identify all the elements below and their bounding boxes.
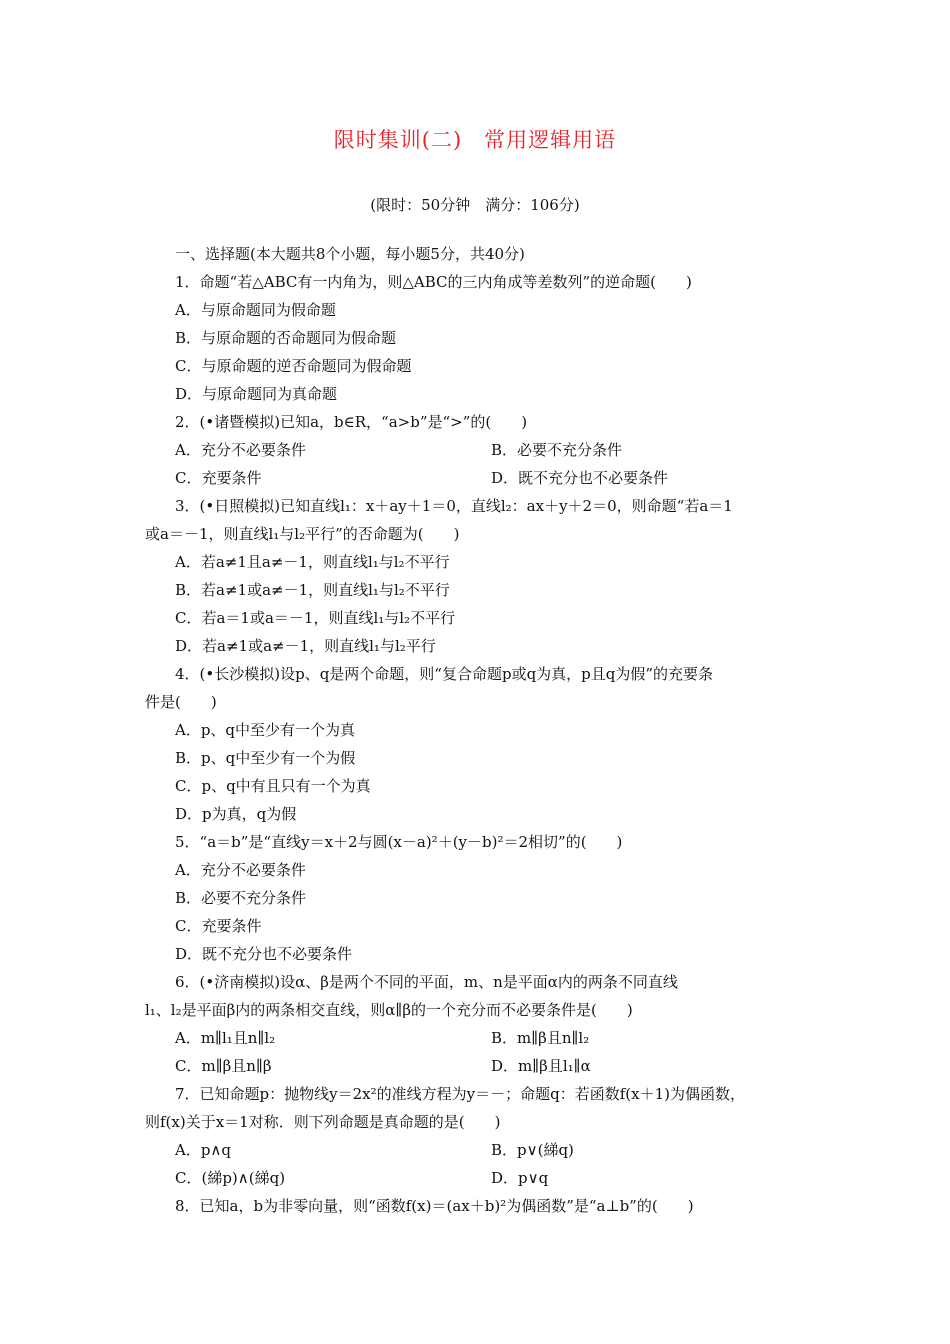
question-1-option-a: A．与原命题同为假命题 — [175, 301, 336, 319]
question-7-options-row-2 — [145, 1164, 810, 1192]
question-7-stem-line-1: 7．已知命题p：抛物线y＝2x²的准线方程为y＝－；命题q：若函数f(x＋1)为偶函数， — [175, 1085, 745, 1103]
question-6-stem-line-2: l₁、l₂是平面β内的两条相交直线，则α∥β的一个充分而不必要条件是( ) — [145, 1001, 633, 1019]
question-5-stem: 5．“a＝b”是“直线y＝x＋2与圆(x－a)²＋(y－b)²＝2相切”的( ) — [175, 833, 623, 851]
question-3-stem-line-1: 3．(•日照模拟)已知直线l₁：x＋ay＋1＝0，直线l₂：ax＋y＋2＝0，则命题“若a＝1 — [175, 497, 733, 515]
question-2-option-d: D．既不充分也不必要条件 — [491, 469, 669, 487]
question-4-option-d: D．p为真，q为假 — [175, 805, 297, 823]
question-4-option-a: A．p、q中至少有一个为真 — [175, 721, 356, 739]
question-2-options-row-1 — [145, 436, 810, 464]
document-title: 限时集训(二) 常用逻辑用语 — [333, 128, 617, 152]
question-7-option-c: C．(綈p)∧(綈q) — [175, 1169, 286, 1187]
question-6-option-b: B．m∥β且n∥l₂ — [491, 1029, 590, 1047]
question-8-stem: 8．已知a，b为非零向量，则“函数f(x)＝(ax＋b)²为偶函数”是“a⊥b”的( ) — [175, 1197, 694, 1215]
question-1-stem: 1．命题“若△ABC有一内角为，则△ABC的三内角成等差数列”的逆命题( ) — [175, 273, 692, 291]
question-3-option-c: C．若a＝1或a＝－1，则直线l₁与l₂不平行 — [175, 609, 456, 627]
question-1-option-c: C．与原命题的逆否命题同为假命题 — [175, 357, 412, 375]
question-2-stem: 2．(•诸暨模拟)已知a，b∈R，“a>b”是“>”的( ) — [175, 413, 528, 431]
question-1-option-b: B．与原命题的否命题同为假命题 — [175, 329, 397, 347]
question-7-option-b: B．p∨(綈q) — [491, 1141, 574, 1159]
section-heading: 一、选择题(本大题共8个小题，每小题5分，共40分) — [175, 245, 525, 263]
question-3-option-a: A．若a≠1且a≠－1，则直线l₁与l₂不平行 — [175, 553, 450, 571]
question-6-option-c: C．m∥β且n∥β — [175, 1057, 272, 1075]
question-7-option-d: D．p∨q — [491, 1169, 549, 1187]
question-5-option-a: A．充分不必要条件 — [175, 861, 306, 879]
question-7-options-row-1 — [145, 1136, 810, 1164]
question-1-option-d: D．与原命题同为真命题 — [175, 385, 338, 403]
question-7-stem-line-2: 则f(x)关于x＝1对称．则下列命题是真命题的是( ) — [145, 1113, 501, 1131]
question-2-option-c: C．充要条件 — [175, 469, 262, 487]
question-6-options-row-2 — [145, 1052, 810, 1080]
question-6-option-d: D．m∥β且l₁∥α — [491, 1057, 591, 1075]
question-6-stem-line-1: 6．(•济南模拟)设α、β是两个不同的平面，m、n是平面α内的两条不同直线 — [175, 973, 678, 991]
question-2-option-b: B．必要不充分条件 — [491, 441, 623, 459]
question-4-stem-line-1: 4．(•长沙模拟)设p、q是两个命题，则“复合命题p或q为真，p且q为假”的充要条 — [175, 665, 714, 683]
question-5-option-c: C．充要条件 — [175, 917, 262, 935]
document-subtitle: (限时：50分钟 满分：106分) — [370, 196, 580, 214]
question-4-option-c: C．p、q中有且只有一个为真 — [175, 777, 371, 795]
question-5-option-b: B．必要不充分条件 — [175, 889, 307, 907]
question-body — [145, 240, 810, 1220]
question-3-option-b: B．若a≠1或a≠－1，则直线l₁与l₂不平行 — [175, 581, 450, 599]
question-5-option-d: D．既不充分也不必要条件 — [175, 945, 353, 963]
question-4-option-b: B．p、q中至少有一个为假 — [175, 749, 356, 767]
question-3-option-d: D．若a≠1或a≠－1，则直线l₁与l₂平行 — [175, 637, 436, 655]
question-6-options-row-1 — [145, 1024, 810, 1052]
question-3-stem-line-2: 或a＝－1，则直线l₁与l₂平行”的否命题为( ) — [145, 525, 460, 543]
question-2-options-row-2 — [145, 464, 810, 492]
question-4-stem-line-2: 件是( ) — [145, 693, 217, 711]
question-7-option-a: A．p∧q — [175, 1141, 232, 1159]
question-2-option-a: A．充分不必要条件 — [175, 441, 306, 459]
question-6-option-a: A．m∥l₁且n∥l₂ — [175, 1029, 276, 1047]
